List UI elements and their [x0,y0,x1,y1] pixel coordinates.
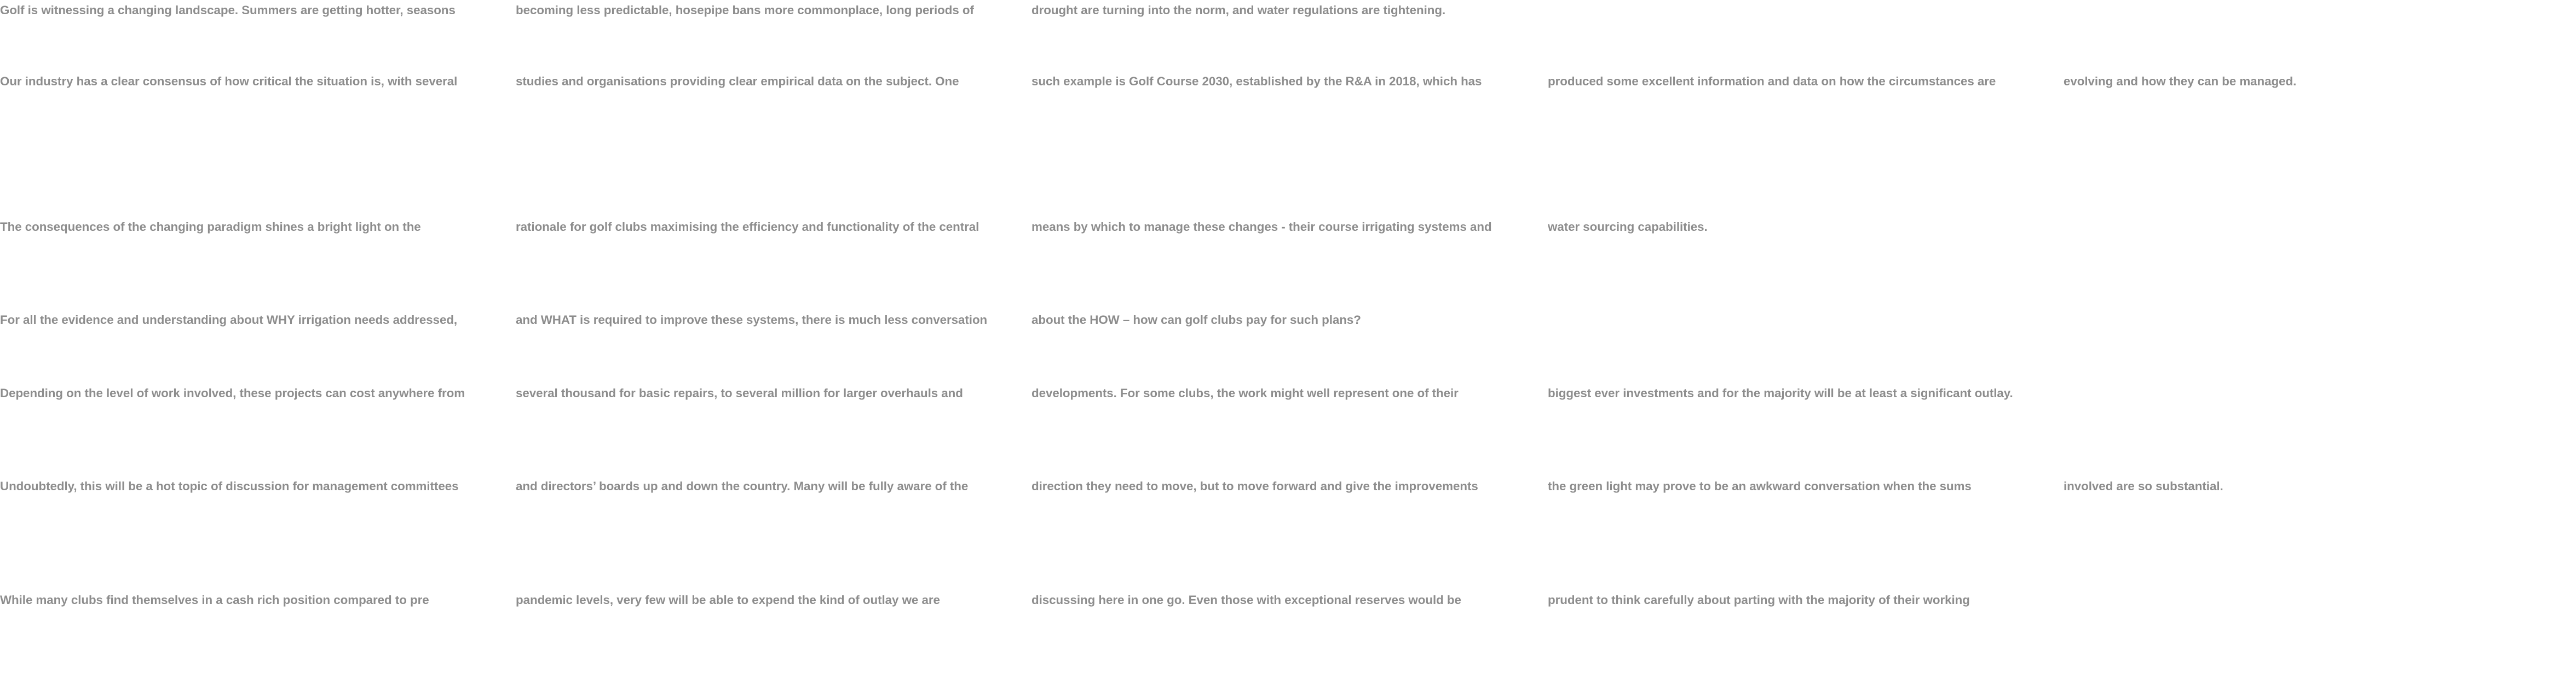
text-line: means by which to manage these changes - their course irrigating systems and [1031,220,1492,234]
text-line: direction they need to move, but to move forward and give the improvements [1031,479,1479,493]
text-line: rationale for golf clubs maximising the efficiency and functionality of the central [516,220,979,234]
text-line: Undoubtedly, this will be a hot topic of discussion for management committees [0,479,459,493]
text-line: and directors’ boards up and down the country. Many will be fully aware of the [516,479,969,493]
paragraph-7 [0,590,1970,611]
paragraph-2 [0,71,2296,92]
text-line: drought are turning into the norm, and water regulations are tightening. [1031,3,1446,17]
text-line: the green light may prove to be an awkward conversation when the sums [1547,479,1972,493]
text-line: studies and organisations providing clear empirical data on the subject. One [516,74,959,88]
text-line: For all the evidence and understanding about WHY irrigation needs addressed, [0,313,458,327]
text-line: pandemic levels, very few will be able to expend the kind of outlay we are [516,593,941,607]
text-line: Our industry has a clear consensus of how critical the situation is, with several [0,74,458,88]
text-line: biggest ever investments and for the majority will be at least a significant outlay. [1547,386,2013,400]
text-line: several thousand for basic repairs, to several million for larger overhauls and [516,386,964,400]
text-line: prudent to think carefully about parting with the majority of their working [1547,593,1970,607]
text-line: and WHAT is required to improve these systems, there is much less conversation [516,313,988,327]
text-line: While many clubs find themselves in a cash rich position compared to pre [0,593,429,607]
paragraph-4 [0,310,1362,330]
text-line: evolving and how they can be managed. [2063,74,2296,88]
text-line: such example is Golf Course 2030, established by the R&A in 2018, which has [1031,74,1482,88]
paragraph-5 [0,383,2013,404]
text-line: produced some excellent information and data on how the circumstances are [1547,74,1996,88]
text-line: becoming less predictable, hosepipe bans more commonplace, long periods of [516,3,975,17]
text-line: discussing here in one go. Even those with exceptional reserves would be [1031,593,1462,607]
paragraph-1 [0,0,1446,21]
text-line: water sourcing capabilities. [1547,220,1708,234]
text-line: developments. For some clubs, the work might well represent one of their [1031,386,1459,400]
text-line: The consequences of the changing paradigm shines a bright light on the [0,220,421,234]
text-line: involved are so substantial. [2063,479,2223,493]
text-line: about the HOW – how can golf clubs pay for such plans? [1031,313,1362,327]
text-line: Depending on the level of work involved, these projects can cost anywhere from [0,386,465,400]
text-line: Golf is witnessing a changing landscape. Summers are getting hotter, seasons [0,3,456,17]
paragraph-3 [0,217,1708,237]
paragraph-6 [0,476,2223,497]
